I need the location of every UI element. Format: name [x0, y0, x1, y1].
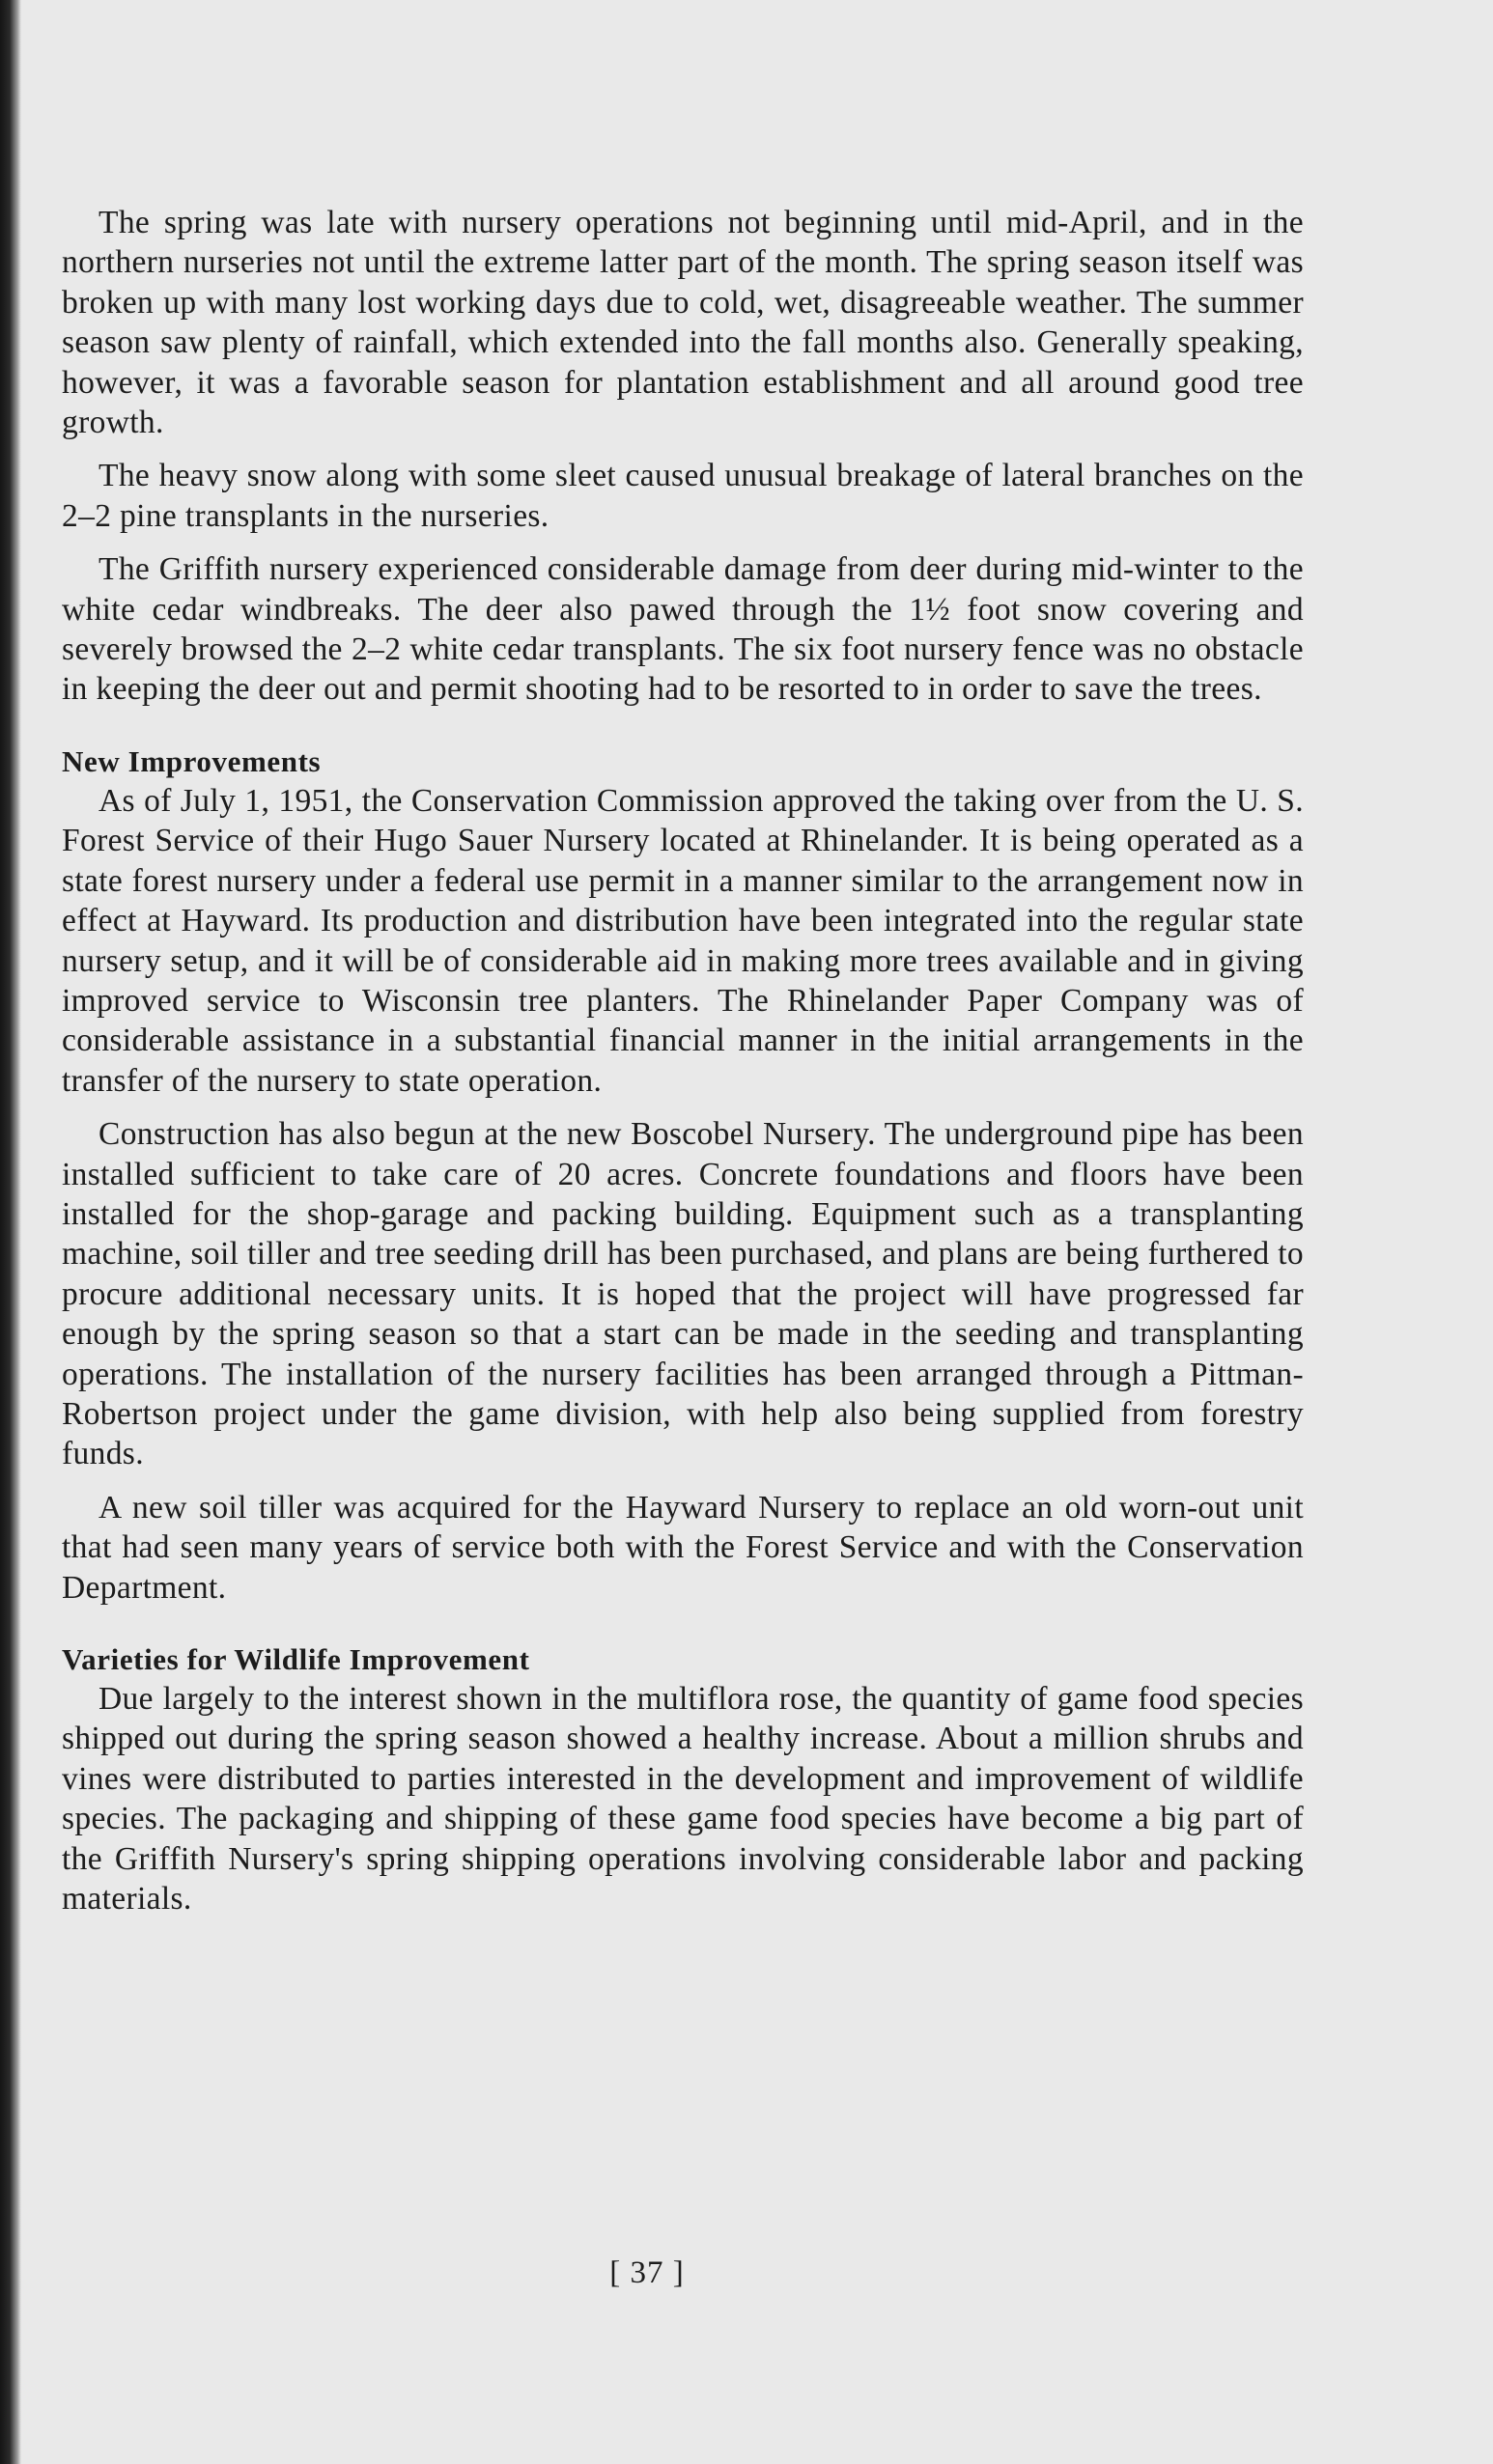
heading-wildlife-varieties: Varieties for Wildlife Improvement	[62, 1642, 530, 1676]
paragraph-deer-damage: The Griffith nursery experienced considerable damage from deer during mid-winter to the white cedar windbreaks. The deer also pawed through the 1½ foot snow covering and severely browsed the 2–2 white cedar transplants. The six foot nursery fence was no obstacle in keeping the deer out and permit shooting had to be resorted to in order to save the trees.	[62, 551, 1304, 708]
page-number: [ 37 ]	[609, 2255, 685, 2290]
paragraph-hugo-sauer-nursery: As of July 1, 1951, the Conservation Commission approved the taking over from the U. S. Forest Service of their Hugo Sauer Nursery located at Rhinelander. It is being operated as a state forest nursery under a federal use permit in a manner similar to the arrangement now in effect at Hayward. Its production and distribution have been integrated into the regular state nursery setup, and it will be of considerable aid in making more trees available and in giving improved service to Wisconsin tree planters. The Rhinelander Paper Company was of considerable assistance in a substantial financial manner in the initial arrangements in the transfer of the nursery to state operation.	[62, 782, 1304, 1099]
paragraph-game-food-species: Due largely to the interest shown in the multiflora rose, the quantity of game food species shipped out during the spring season showed a healthy increase. About a million shrubs and vines were distributed to parties interested in the development and improvement of wildlife species. The packaging and shipping of these game food species have become a big part of the Griffith Nursery's spring shipping operations involving considerable labor and packing materials.	[62, 1681, 1304, 1918]
page-text-block	[62, 203, 1304, 1918]
paragraph-boscobel-nursery: Construction has also begun at the new Boscobel Nursery. The underground pipe has been installed sufficient to take care of 20 acres. Concrete foundations and floors have been installed for the shop-garage and packing building. Equipment such as a transplanting machine, soil tiller and tree seeding drill has been purchased, and plans are being furthered to procure additional necessary units. It is hoped that the project will have progressed far enough by the spring season so that a start can be made in the seeding and transplanting operations. The installation of the nursery facilities has been arranged through a Pittman-Robertson project under the game division, with help also being supplied from forestry funds.	[62, 1116, 1304, 1472]
paragraph-snow-breakage: The heavy snow along with some sleet caused unusual breakage of lateral branches on the 2–2 pine transplants in the nurseries.	[62, 458, 1304, 534]
page-binding-edge	[0, 0, 21, 2464]
paragraph-spring-season: The spring was late with nursery operations not beginning until mid-April, and in the northern nurseries not until the extreme latter part of the month. The spring season itself was broken up with many lost working days due to cold, wet, disagreeable weather. The summer season saw plenty of rainfall, which extended into the fall months also. Generally speaking, however, it was a favorable season for plantation establishment and all around good tree growth.	[62, 205, 1304, 441]
heading-new-improvements: New Improvements	[62, 743, 322, 778]
paragraph-soil-tiller: A new soil tiller was acquired for the Hayward Nursery to replace an old worn-out unit that had seen many years of service both with the Forest Service and with the Conservation Department.	[62, 1489, 1304, 1606]
